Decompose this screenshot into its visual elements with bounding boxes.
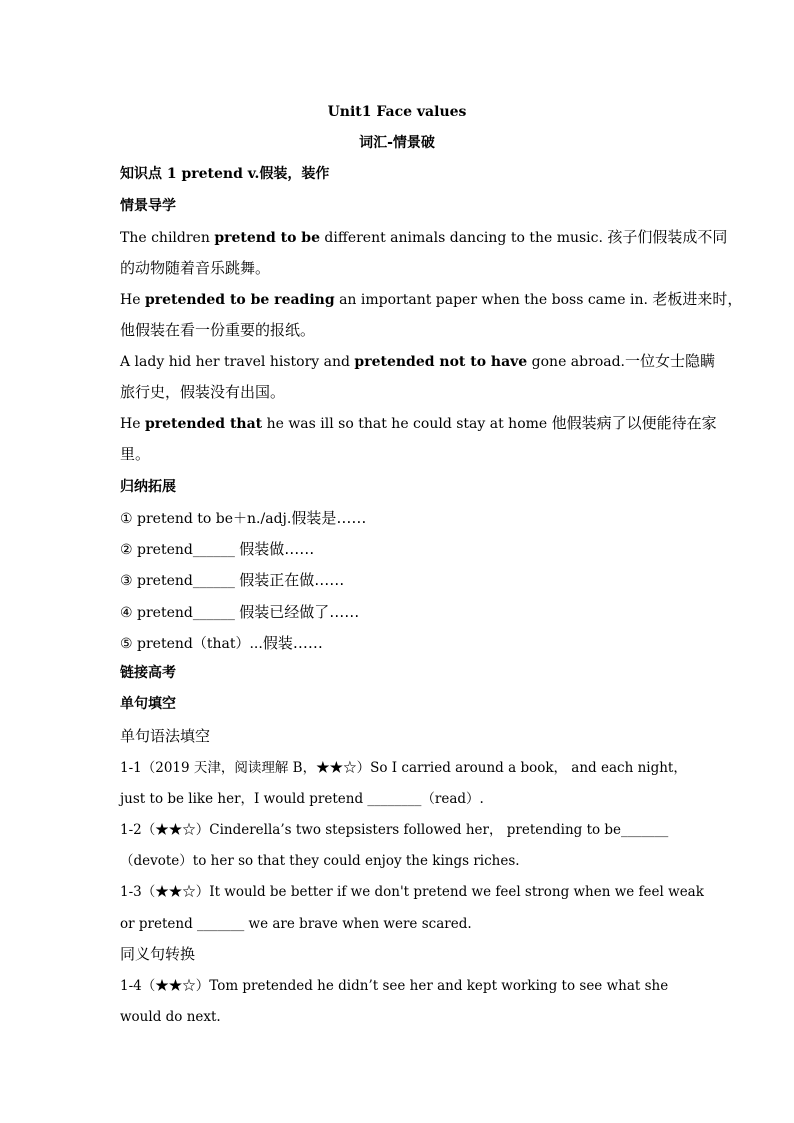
example-translation: 孩子们假装成不同	[607, 228, 728, 246]
item-meaning: 假装……	[262, 634, 323, 652]
section-heading-guide: 情景导学	[120, 198, 176, 214]
summary-item	[120, 570, 344, 591]
example-translation-cont: 旅行史，假装没有出国。	[120, 383, 286, 401]
item-number: ④	[120, 605, 133, 621]
example-text: different animals dancing to the music.	[319, 230, 608, 246]
example-text: he was ill so that he could stay at home	[262, 416, 552, 432]
page-title: Unit1 Face values	[327, 104, 467, 120]
section-heading-summary: 归纳拓展	[120, 479, 176, 495]
item-meaning: 假装做……	[239, 540, 315, 558]
item-pattern: pretend______	[132, 605, 240, 621]
item-number: ⑤	[120, 636, 133, 652]
example-text: He	[120, 416, 145, 432]
question-1-4: 1-4（★★☆）Tom pretended he didn’t see her and kept working to see what she	[120, 978, 669, 994]
example-translation: 他假装病了以便能待在家	[551, 414, 717, 432]
summary-item	[120, 633, 323, 654]
question-1-3-cont: or pretend _______ we are brave when were scared.	[120, 916, 472, 932]
item-pattern: pretend（that）...	[132, 636, 263, 652]
item-number: ③	[120, 573, 133, 589]
section-heading-link: 链接高考	[120, 665, 176, 681]
example-text: He	[120, 292, 145, 308]
example-sentence-2	[120, 289, 742, 310]
example-text: The children	[120, 230, 215, 246]
example-keyword: pretend to be	[214, 230, 320, 246]
item-pattern: pretend______	[132, 573, 240, 589]
page-subtitle: 词汇-情景破	[359, 135, 435, 151]
summary-item	[120, 602, 359, 623]
question-1-1-cont: just to be like her，I would pretend ________（read）.	[120, 791, 484, 807]
example-sentence-3	[120, 351, 715, 372]
example-translation-cont: 的动物随着音乐跳舞。	[120, 259, 271, 277]
question-1-1: 1-1（2019 天津，阅读理解 B，★★☆）So I carried around a book， and each night，	[120, 760, 687, 776]
example-text: gone abroad.	[527, 354, 625, 370]
example-translation-cont: 他假装在看一份重要的报纸。	[120, 321, 316, 339]
question-1-3: 1-3（★★☆）It would be better if we don't pretend we feel strong when we feel weak	[120, 884, 704, 900]
knowledge-point-heading: 知识点 1 pretend v.假装，装作	[120, 166, 330, 182]
item-pattern: pretend______	[132, 542, 240, 558]
example-sentence-1	[120, 227, 727, 248]
item-number: ②	[120, 542, 133, 558]
item-meaning: 假装正在做……	[239, 571, 345, 589]
question-1-4-cont: would do next.	[120, 1009, 221, 1025]
section-heading-grammar: 单句语法填空	[120, 727, 211, 745]
summary-item	[120, 539, 314, 560]
example-translation-cont: 里。	[120, 445, 151, 463]
question-1-2-cont: （devote）to her so that they could enjoy the kings riches.	[120, 853, 520, 869]
question-1-2: 1-2（★★☆）Cinderella’s two stepsisters followed her， pretending to be_______	[120, 822, 669, 838]
example-sentence-4	[120, 413, 717, 434]
example-keyword: pretended to be reading	[144, 292, 335, 308]
example-keyword: pretended not to have	[354, 354, 528, 370]
summary-item	[120, 508, 366, 529]
section-heading-synonym: 同义句转换	[120, 945, 196, 963]
item-meaning: 假装已经做了……	[239, 603, 360, 621]
example-translation: 一位女士隐瞒	[625, 352, 716, 370]
example-text: A lady hid her travel history and	[120, 354, 355, 370]
item-meaning: 假装是……	[291, 509, 367, 527]
example-translation: 老板进来时，	[652, 290, 743, 308]
item-number: ①	[120, 511, 133, 527]
example-keyword: pretended that	[144, 416, 263, 432]
section-heading-fill: 单句填空	[120, 696, 176, 712]
example-text: an important paper when the boss came in.	[334, 292, 653, 308]
item-pattern: pretend to be＋n./adj.	[132, 511, 292, 527]
